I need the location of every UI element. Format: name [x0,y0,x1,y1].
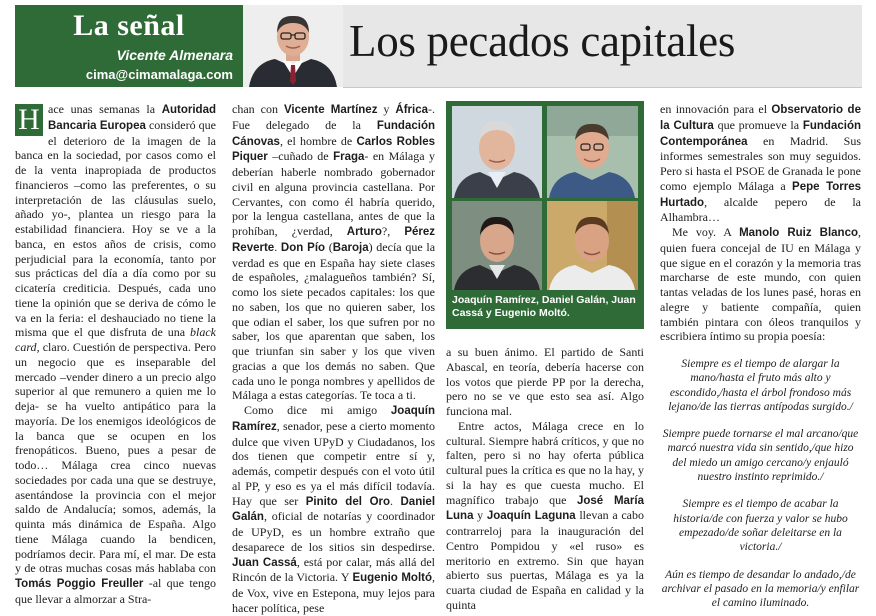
bold-name: José María Luna [446,494,644,523]
paragraph: Entre actos, Málaga crece en lo cultural. Siempre habrá críticos, y que no falten, pero si no hay oferta pública cultural pues la crítica es que no la hay, y si la hay es que cuesta mucho. El magnífico trabajo que José María Luna y Joaquín Laguna llevan a cabo contrarreloj para la inauguración del Centro Pompidou y «el ruso» es meritorio en extremo. Sin que hayan abierto sus puertas, Málaga es ya la cuarta ciudad de España en calidad y la quinta [446,418,644,612]
paragraph: Como dice mi amigo Joaquín Ramírez, senador, pese a cierto momento dulce que viven UPyD y Ciudadanos, los dos tienen que competir entre sí y, además, competir después con el voto útil al PP, y eso es ya el más difícil todavía. Hay que ser Pinito del Oro. Daniel Galán, oficial de notarías y coordinador de UPyD, es un hombre extraño que desaparece de los sitios sin despedirse. Juan Cassá, está por calar, más allá del Rincón de la Victoria. Y Eugenio Moltó, de Vox, vive en Estepona, muy lejos para hacer política, pese [232,403,436,615]
paragraph: Me voy. A Manolo Ruiz Blanco, quien fuera concejal de IU en Málaga y que sigue en el corazón y la memoria tras marcharse de este mundo, con quien tantas veladas de los lunes pasé, horas en alegre y batiente compañía, quien también pintara con óleos tranquilos y escribiera íntimo su propia poesía: [660,225,862,344]
photo-eugenio-molto [547,201,638,290]
bold-name: Manolo Ruiz Blanco [739,227,859,239]
poem-stanza: Siempre puede tornarse el mal arcano/que marcó nuestra vida sin sentido,/que hizo del miedo un amigo cercano/y enjauló nuestro instinto reprimido./ [662,428,859,484]
drop-cap: H [15,104,43,136]
bold-name: Don Pío [280,241,326,254]
article-column-3 [446,345,644,613]
bold-name: Fundación Contemporánea [660,119,861,148]
paragraph: a su buen ánimo. El partido de Santi Abascal, en teoría, debería hacerse con los votos que pierde PP por la derecha, pero no se ve que esto sea así. Algo funciona mal. [446,345,644,418]
italic-term: black card [15,325,216,354]
photo-daniel-galan [547,106,638,198]
bold-name: África [395,104,429,116]
bold-name: Pepe Torres Hurtado [660,180,862,209]
bold-name: Arturo [346,226,382,238]
section-banner [15,5,243,87]
paragraph: H ace unas semanas la Autoridad Bancaria Europea consideró que el deterioro de la imagen de la banca en la sociedad, por casos como el de la venta inapropiada de productos financieros –como las preferentes, o su interpretación de las cláusulas suelo, añado yo-, plantea un riesgo para la estabilidad financiera. Hoy se ve a la banca, en estos años de crisis, como perjudicial para la economía, tanto por sus prácticas del día a día como por su cicatería crediticia. Después, cada uno tiene la opinión que se deriva de cómo le va en la feria: el deshauciado no tiene la misma que el que disfruta de una black card, claro. Cuestión de perspectiva. Pero un negocio que es inseparable del mercado –vender dinero a un precio algo superior al que remunero a quien me lo deja- se ha vuelto antipático para la mayoría. De los enemigos ideológicos de la banca que se ocupen en los frenopáticos. Bueno, pues a pesar de todo… Málaga crea cinco nuevas sociedades por cada una que se destruye, asentándose la provincia con el mejor saldo de Andalucía; somos, además, la quinta más dinámica de España. Algo tiene Málaga cuando la bendicen, podríamos decir. Para mí, el mar. De esta y de otras muchas cosas más hablaba con Tomás Poggio Freuller -al que tengo que llevar a almorzar a Stra- [15,102,216,606]
poem-stanza: Siempre es el tiempo de alargar la mano/hasta el fruto más alto y escondido,/hasta el árbol frondoso más lejano/de las tierras antípodas surgido./ [668,358,853,413]
bold-name: Carlos Robles Piquer [232,135,435,164]
article-column-2 [232,102,435,616]
author-email[interactable]: cima@cimamalaga.com [85,67,233,82]
bold-name: Juan Cassá [232,556,297,569]
bold-name: Pinito del Oro [305,495,391,508]
article-column-4 [660,102,861,610]
section-title: La señal [73,9,185,42]
paragraph: chan con Vicente Martínez y África-. Fue delegado de la Fundación Cánovas, el hombre de Carlos Robles Piquer –cuñado de Fraga- en Málaga y deberían haberle nombrado gobernador civil en alguna provincia castellana. Por Cervantes, con como él habría querido, por la lengua castellana, antes de que la prohíban, ¿verdad, Arturo?, Pérez Reverte. Don Pío (Baroja) decía que la verdad es que en España hay siete clases de españoles, ¿malagueños también? Sí, como los siete pecados capitales: los que no saben, los que no quieren saber, los que odian el saber, los que sufren por no saber, los que aparentan que saben, los que triunfan sin saber y los que viven gracias a que los demás no saben. Que cada uno le ponga nombres y apellidos de Málaga a estas categorías. Te toca a ti. [232,102,436,403]
bold-name: Eugenio Moltó [352,572,432,585]
author-portrait [243,5,343,87]
author-name: Vicente Almenara [116,47,233,63]
photo-juan-cassa [452,201,542,290]
bold-name: Observatorio de la Cultura [660,104,861,132]
bold-name: Daniel Galán [232,495,436,524]
photo-box [446,101,644,329]
bold-name: Pérez Reverte [232,226,436,254]
photo-joaquin-ramirez [452,106,542,198]
bold-name: Baroja [332,241,369,254]
headline-banner [343,5,862,88]
bold-name: Fraga [333,151,365,164]
poem-stanza: Aún es tiempo de desandar lo andado,/de archivar el pasado en la memoria/y enfilar el camino iluminado. [661,568,860,610]
poem-stanza: Siempre es el tiempo de acabar la historia/de con fuerza y valor se hubo empezado/de soñar deleitarse en la victoria./ [673,498,848,554]
bold-name: Joaquín Laguna [486,510,576,523]
bold-name: Vicente Martínez [283,104,378,116]
article-column-1 [15,102,216,607]
paragraph: en innovación para el Observatorio de la Cultura que promueve la Fundación Contemporánea en Madrid. Sus informes semestrales son muy seguidos. Pero si hasta el PSOE de Granada le pone como ejemplo Málaga a Pepe Torres Hurtado, alcalde pepero de la Alhambra… [660,102,862,225]
photo-caption: Joaquín Ramírez, Daniel Galán, Juan Cassá y Eugenio Moltó. [452,294,636,319]
bold-name: Tomás Poggio Freuller [15,578,144,590]
bold-name: Fundación Cánovas [232,119,435,148]
article-headline: Los pecados capitales [349,16,736,66]
bold-name: Autoridad Bancaria Europea [48,104,216,132]
bold-name: Joaquín Ramírez [232,405,435,433]
